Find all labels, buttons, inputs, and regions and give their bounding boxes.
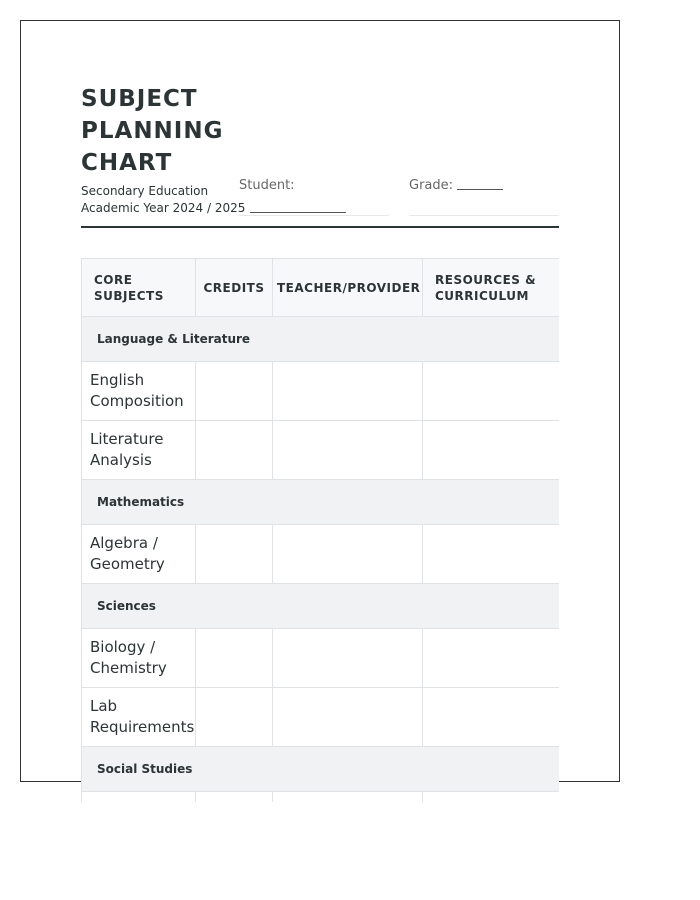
resources-cell[interactable] [423, 792, 560, 803]
credits-cell[interactable] [196, 362, 273, 421]
section-label: Sciences [82, 584, 560, 629]
table-row [82, 362, 560, 421]
teacher-cell[interactable] [273, 688, 423, 747]
section-row [82, 747, 560, 792]
resources-cell[interactable] [423, 688, 560, 747]
resources-cell[interactable] [423, 421, 560, 480]
title-line-2: PLANNING [81, 118, 224, 144]
grade-blank-line [457, 189, 503, 190]
subject-table-container [81, 258, 559, 802]
credits-cell[interactable] [196, 525, 273, 584]
title-line-1: SUBJECT [81, 86, 198, 112]
page-header [81, 83, 559, 228]
teacher-cell[interactable] [273, 421, 423, 480]
table-row [82, 688, 560, 747]
section-row [82, 480, 560, 525]
resources-cell[interactable] [423, 362, 560, 421]
table-header-row [82, 259, 560, 317]
table-row [82, 792, 560, 803]
student-label: Student: [239, 178, 295, 193]
table-row [82, 525, 560, 584]
teacher-cell[interactable] [273, 525, 423, 584]
col-header-core-subjects: CORE SUBJECTS [82, 259, 196, 317]
subtitle-level: Secondary Education [81, 184, 209, 198]
subject-name: Lab Requirements [82, 688, 196, 747]
subtitle-year-text: Academic Year 2024 / 2025 [81, 201, 246, 215]
credits-cell[interactable] [196, 792, 273, 803]
teacher-cell[interactable] [273, 362, 423, 421]
subject-name [82, 792, 196, 803]
grade-field[interactable] [409, 178, 559, 216]
credits-cell[interactable] [196, 688, 273, 747]
resources-cell[interactable] [423, 525, 560, 584]
subject-name: Biology / Chemistry [82, 629, 196, 688]
grade-label: Grade: [409, 178, 454, 193]
section-label: Language & Literature [82, 317, 560, 362]
section-label: Social Studies [82, 747, 560, 792]
student-field[interactable] [239, 178, 389, 216]
credits-cell[interactable] [196, 629, 273, 688]
header-block [81, 83, 559, 228]
subject-name: Literature Analysis [82, 421, 196, 480]
teacher-cell[interactable] [273, 792, 423, 803]
page-title [81, 83, 261, 179]
subject-name: English Composition [82, 362, 196, 421]
title-line-3: CHART [81, 150, 173, 176]
subject-table [81, 258, 559, 802]
col-header-resources: RESOURCES & CURRICULUM [423, 259, 560, 317]
section-label: Mathematics [82, 480, 560, 525]
table-row [82, 421, 560, 480]
credits-cell[interactable] [196, 421, 273, 480]
col-header-teacher-provider: TEACHER/PROVIDER [273, 259, 423, 317]
resources-cell[interactable] [423, 629, 560, 688]
table-row [82, 629, 560, 688]
subject-name: Algebra / Geometry [82, 525, 196, 584]
section-row [82, 317, 560, 362]
section-row [82, 584, 560, 629]
teacher-cell[interactable] [273, 629, 423, 688]
col-header-credits: CREDITS [196, 259, 273, 317]
